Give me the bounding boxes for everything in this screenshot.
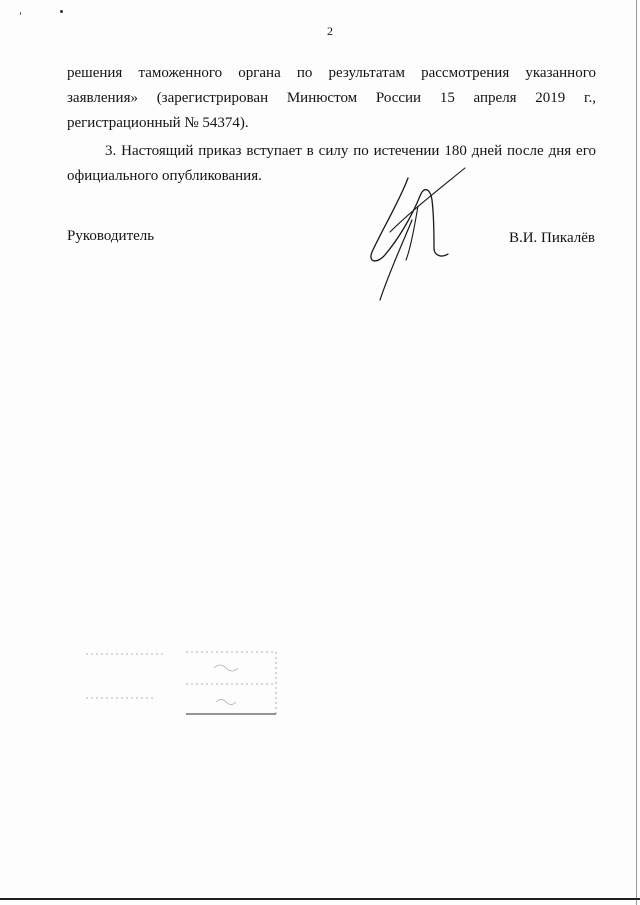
- text-line: заявления» (зарегистрирован Минюстом России 15 апреля 2019 г.,: [67, 90, 596, 106]
- text-line: 3. Настоящий приказ вступает в силу по истечении 180 дней после дня его: [105, 143, 596, 159]
- page-number: 2: [327, 24, 333, 38]
- scan-edge-right: [636, 0, 637, 905]
- signer-name: В.И. Пикалёв: [508, 230, 595, 246]
- scan-edge-bottom: [0, 898, 640, 900]
- paragraph-effective-date: [67, 139, 596, 189]
- text-line: регистрационный № 54374).: [67, 115, 249, 131]
- signer-title: Руководитель: [67, 228, 155, 244]
- scan-speck: [60, 10, 63, 13]
- handwritten-signature: [360, 160, 470, 305]
- text-line: официального опубликования.: [67, 168, 262, 184]
- text-line: решения таможенного органа по результатам рассмотрения указанного: [67, 65, 596, 81]
- faded-stamp: [86, 648, 278, 718]
- paragraph-continuation: [67, 61, 596, 136]
- scan-speck: [20, 12, 21, 15]
